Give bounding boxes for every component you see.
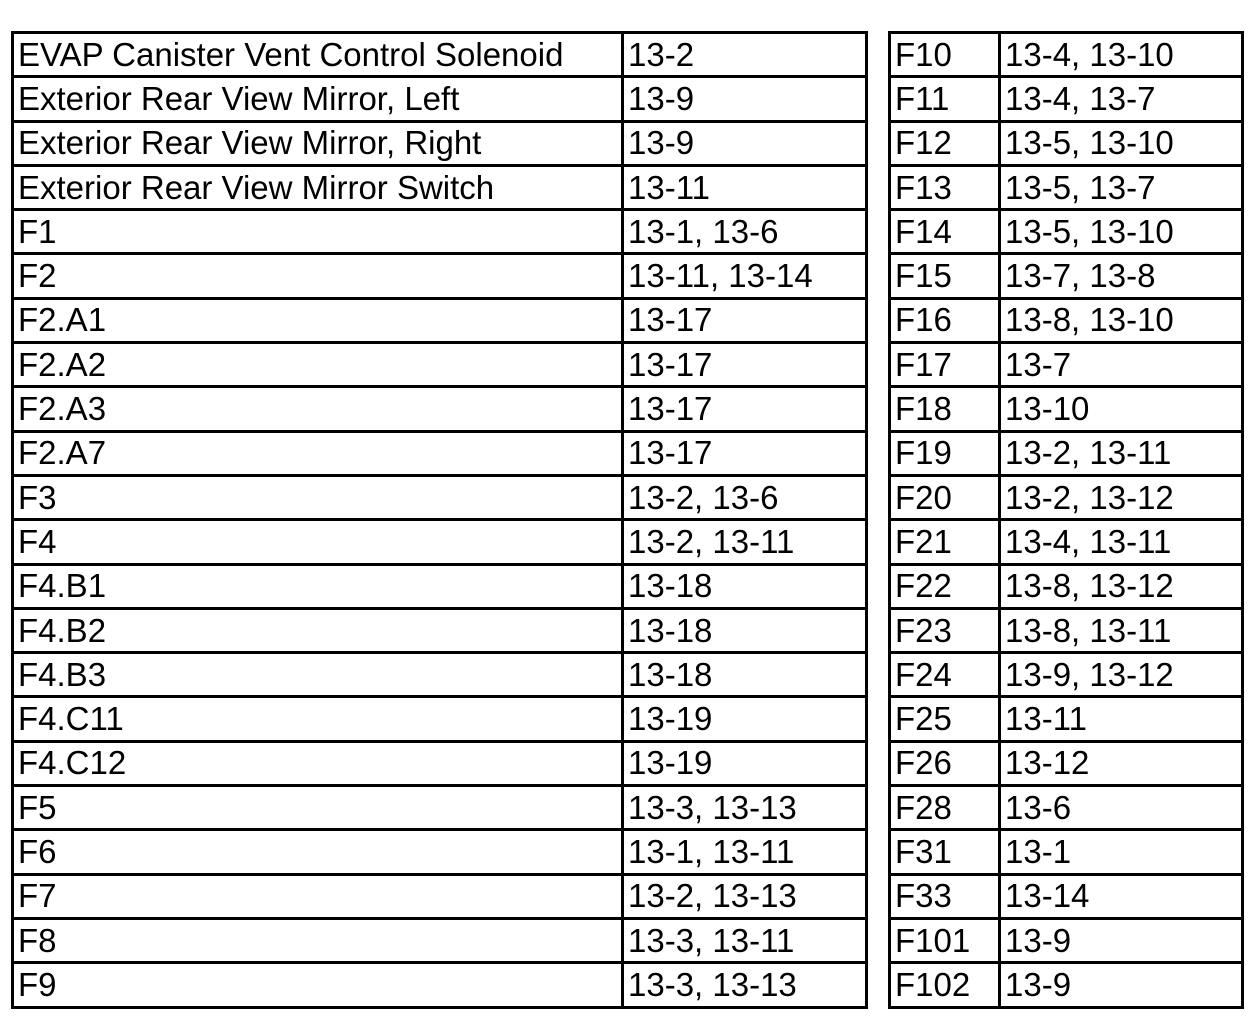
component-name-cell: F28 [890, 786, 1000, 830]
component-name-cell: F2.A7 [13, 431, 623, 475]
table-row [13, 121, 867, 165]
component-name-cell: F26 [890, 741, 1000, 785]
table-row [13, 165, 867, 209]
component-name-cell: F15 [890, 254, 1000, 298]
page-reference-cell: 13-11 [1000, 697, 1243, 741]
table-row [13, 520, 867, 564]
component-name-cell: F4.C11 [13, 697, 623, 741]
component-name-cell: F17 [890, 343, 1000, 387]
component-name-cell: F102 [890, 963, 1000, 1007]
table-row [13, 210, 867, 254]
table-row [890, 33, 1243, 77]
component-name-cell: Exterior Rear View Mirror, Right [13, 121, 623, 165]
page-reference-cell: 13-2 [623, 33, 867, 77]
table-row [13, 697, 867, 741]
table-row [13, 830, 867, 874]
page-reference-cell: 13-9 [1000, 918, 1243, 962]
table-row [890, 741, 1243, 785]
table-row [13, 786, 867, 830]
component-name-cell: F1 [13, 210, 623, 254]
table-row [13, 431, 867, 475]
page-reference-cell: 13-8, 13-12 [1000, 564, 1243, 608]
component-name-cell: F21 [890, 520, 1000, 564]
table-row [13, 741, 867, 785]
component-name-cell: F6 [13, 830, 623, 874]
page-reference-cell: 13-2, 13-12 [1000, 475, 1243, 519]
component-name-cell: F16 [890, 298, 1000, 342]
page-reference-cell: 13-19 [623, 697, 867, 741]
page-reference-cell: 13-9 [623, 121, 867, 165]
page-reference-cell: 13-3, 13-11 [623, 918, 867, 962]
table-row [890, 520, 1243, 564]
table-row [890, 343, 1243, 387]
component-name-cell: F13 [890, 165, 1000, 209]
table-row [13, 475, 867, 519]
component-name-cell: F20 [890, 475, 1000, 519]
page-reference-cell: 13-9, 13-12 [1000, 653, 1243, 697]
table-row [890, 786, 1243, 830]
component-name-cell: F4.C12 [13, 741, 623, 785]
table-row [13, 77, 867, 121]
page-reference-cell: 13-7, 13-8 [1000, 254, 1243, 298]
table-row [13, 653, 867, 697]
component-name-cell: F8 [13, 918, 623, 962]
page-reference-cell: 13-11, 13-14 [623, 254, 867, 298]
component-name-cell: F2 [13, 254, 623, 298]
component-name-cell: F22 [890, 564, 1000, 608]
table-row [13, 343, 867, 387]
page-reference-cell: 13-4, 13-7 [1000, 77, 1243, 121]
table-row [890, 475, 1243, 519]
table-row [13, 874, 867, 918]
page-reference-cell: 13-17 [623, 387, 867, 431]
table-row [13, 963, 867, 1007]
component-name-cell: F14 [890, 210, 1000, 254]
table-row [890, 830, 1243, 874]
component-name-cell: F2.A3 [13, 387, 623, 431]
component-name-cell: F101 [890, 918, 1000, 962]
component-name-cell: F7 [13, 874, 623, 918]
page-reference-cell: 13-10 [1000, 387, 1243, 431]
table-row [13, 298, 867, 342]
page-reference-cell: 13-12 [1000, 741, 1243, 785]
component-name-cell: EVAP Canister Vent Control Solenoid [13, 33, 623, 77]
component-name-cell: F19 [890, 431, 1000, 475]
page-reference-cell: 13-8, 13-11 [1000, 608, 1243, 652]
table-row [890, 77, 1243, 121]
index-table-left-body [13, 33, 867, 1008]
component-name-cell: F18 [890, 387, 1000, 431]
component-name-cell: F9 [13, 963, 623, 1007]
component-name-cell: F4.B2 [13, 608, 623, 652]
table-row [890, 653, 1243, 697]
component-name-cell: Exterior Rear View Mirror Switch [13, 165, 623, 209]
table-row [13, 608, 867, 652]
table-row [890, 963, 1243, 1007]
component-name-cell: F25 [890, 697, 1000, 741]
component-name-cell: F31 [890, 830, 1000, 874]
table-row [13, 918, 867, 962]
component-name-cell: F23 [890, 608, 1000, 652]
page-reference-cell: 13-2, 13-11 [623, 520, 867, 564]
component-name-cell: F4.B1 [13, 564, 623, 608]
table-row [890, 210, 1243, 254]
page-reference-cell: 13-4, 13-10 [1000, 33, 1243, 77]
component-name-cell: F4 [13, 520, 623, 564]
component-name-cell: F11 [890, 77, 1000, 121]
page-reference-cell: 13-11 [623, 165, 867, 209]
table-row [13, 33, 867, 77]
page-reference-cell: 13-1 [1000, 830, 1243, 874]
page-reference-cell: 13-17 [623, 343, 867, 387]
index-table-right [888, 31, 1244, 1009]
page-reference-cell: 13-18 [623, 564, 867, 608]
page-reference-cell: 13-19 [623, 741, 867, 785]
component-name-cell: F33 [890, 874, 1000, 918]
page-reference-cell: 13-2, 13-6 [623, 475, 867, 519]
table-row [890, 298, 1243, 342]
page-reference-cell: 13-3, 13-13 [623, 786, 867, 830]
page-reference-cell: 13-18 [623, 653, 867, 697]
table-row [890, 874, 1243, 918]
table-row [890, 431, 1243, 475]
table-row [13, 387, 867, 431]
page-reference-cell: 13-2, 13-11 [1000, 431, 1243, 475]
component-name-cell: F2.A2 [13, 343, 623, 387]
component-name-cell: F4.B3 [13, 653, 623, 697]
page-reference-cell: 13-9 [1000, 963, 1243, 1007]
table-row [890, 165, 1243, 209]
table-row [890, 608, 1243, 652]
page-reference-cell: 13-6 [1000, 786, 1243, 830]
page-reference-cell: 13-17 [623, 298, 867, 342]
table-row [890, 387, 1243, 431]
page-reference-cell: 13-1, 13-6 [623, 210, 867, 254]
page-reference-cell: 13-17 [623, 431, 867, 475]
table-row [13, 564, 867, 608]
table-row [890, 564, 1243, 608]
page-reference-cell: 13-1, 13-11 [623, 830, 867, 874]
page-reference-cell: 13-5, 13-7 [1000, 165, 1243, 209]
page-reference-cell: 13-4, 13-11 [1000, 520, 1243, 564]
table-row [890, 697, 1243, 741]
component-name-cell: F24 [890, 653, 1000, 697]
page-reference-cell: 13-5, 13-10 [1000, 121, 1243, 165]
component-name-cell: F12 [890, 121, 1000, 165]
table-row [13, 254, 867, 298]
page-reference-cell: 13-7 [1000, 343, 1243, 387]
index-table-left [11, 31, 868, 1009]
index-table-right-body [890, 33, 1243, 1008]
component-name-cell: Exterior Rear View Mirror, Left [13, 77, 623, 121]
component-name-cell: F5 [13, 786, 623, 830]
component-name-cell: F3 [13, 475, 623, 519]
table-row [890, 121, 1243, 165]
table-row [890, 254, 1243, 298]
page-reference-cell: 13-14 [1000, 874, 1243, 918]
page-reference-cell: 13-18 [623, 608, 867, 652]
page-reference-cell: 13-2, 13-13 [623, 874, 867, 918]
page-reference-cell: 13-3, 13-13 [623, 963, 867, 1007]
page-reference-cell: 13-8, 13-10 [1000, 298, 1243, 342]
component-name-cell: F10 [890, 33, 1000, 77]
table-row [890, 918, 1243, 962]
page-reference-cell: 13-9 [623, 77, 867, 121]
component-name-cell: F2.A1 [13, 298, 623, 342]
page-reference-cell: 13-5, 13-10 [1000, 210, 1243, 254]
